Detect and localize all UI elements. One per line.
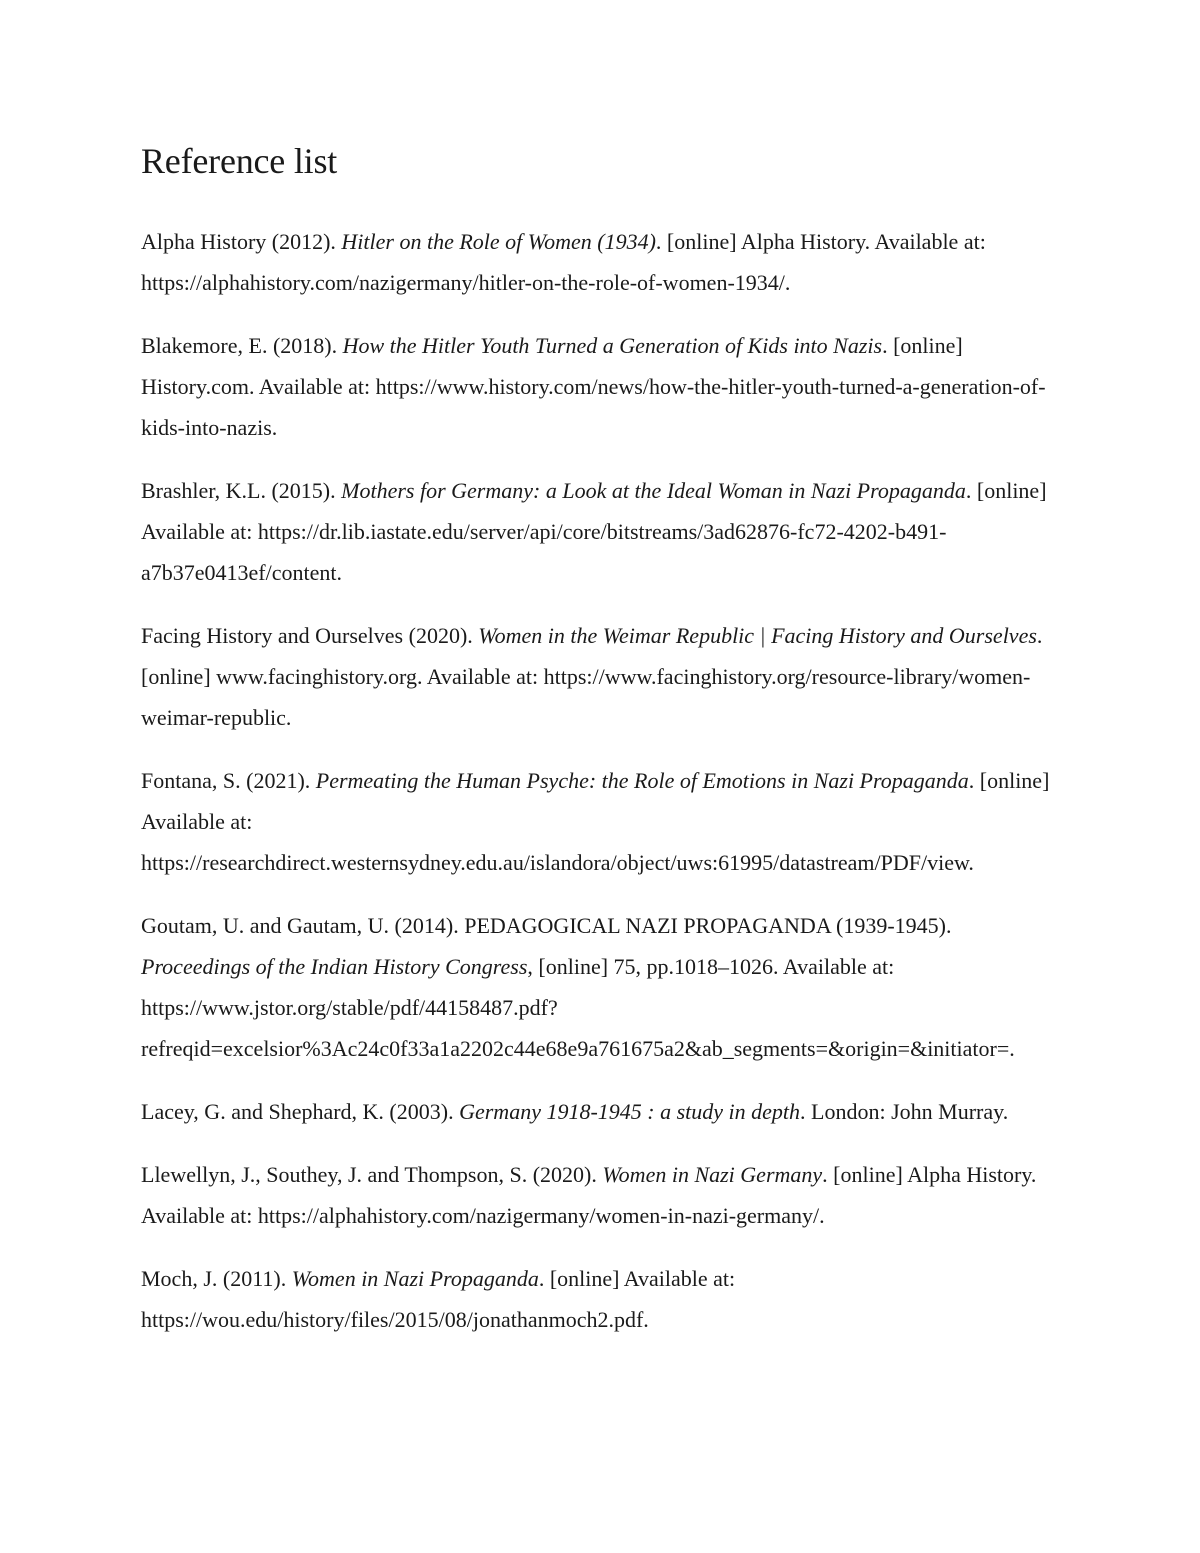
reference-title: Germany 1918-1945 : a study in depth xyxy=(459,1099,801,1124)
reference-source: . [online] Available at: https://wou.edu/history/files/2015/08/jonathanmoch2.pdf. xyxy=(141,1266,736,1332)
reference-author-year: Blakemore, E. (2018). xyxy=(141,333,343,358)
reference-author-year: Facing History and Ourselves (2020). xyxy=(141,623,479,648)
reference-author-year: Goutam, U. and Gautam, U. (2014). PEDAGOGICAL NAZI PROPAGANDA (1939-1945). xyxy=(141,913,952,938)
reference-source: , [online] 75, pp.1018–1026. Available at: https://www.jstor.org/stable/pdf/44158487.pdf?refreqid=excelsior%3Ac24c0f33a1a2202c44e68e9a761675a2&ab_segments=&origin=&initiator=. xyxy=(141,954,1015,1061)
reference-title: How the Hitler Youth Turned a Generation of Kids into Nazis xyxy=(342,333,883,358)
reference-source: . [online] Available at: https://researchdirect.westernsydney.edu.au/islandora/object/uws:61995/datastream/PDF/view. xyxy=(141,768,1050,875)
reference-author-year: Alpha History (2012). xyxy=(141,229,342,254)
page-title: Reference list xyxy=(141,141,338,181)
reference-entry xyxy=(141,221,1051,303)
reference-title: Women in Nazi Propaganda xyxy=(291,1266,539,1291)
reference-author-year: Brashler, K.L. (2015). xyxy=(141,478,342,503)
reference-source: . [online] www.facinghistory.org. Available at: https://www.facinghistory.org/resource-library/women-weimar-republic. xyxy=(141,623,1043,730)
reference-title: Permeating the Human Psyche: the Role of Emotions in Nazi Propaganda xyxy=(315,768,969,793)
reference-title: Mothers for Germany: a Look at the Ideal Woman in Nazi Propaganda xyxy=(341,478,966,503)
reference-source: . London: John Murray. xyxy=(800,1099,1009,1124)
reference-list xyxy=(141,221,1051,1362)
reference-entry xyxy=(141,470,1051,593)
reference-entry xyxy=(141,905,1051,1069)
reference-entry xyxy=(141,1258,1051,1340)
reference-source: . [online] Available at: https://dr.lib.iastate.edu/server/api/core/bitstreams/3ad62876-fc72-4202-b491-a7b37e0413ef/content. xyxy=(141,478,1047,585)
reference-source: . [online] Alpha History. Available at: https://alphahistory.com/nazigermany/women-in-nazi-germany/. xyxy=(141,1162,1037,1228)
reference-title: Hitler on the Role of Women (1934) xyxy=(341,229,656,254)
reference-entry xyxy=(141,325,1051,448)
reference-entry xyxy=(141,1154,1051,1236)
reference-title: Women in Nazi Germany xyxy=(602,1162,823,1187)
reference-author-year: Fontana, S. (2021). xyxy=(141,768,316,793)
reference-author-year: Lacey, G. and Shephard, K. (2003). xyxy=(141,1099,460,1124)
reference-entry xyxy=(141,760,1051,883)
reference-entry xyxy=(141,615,1051,738)
reference-title: Women in the Weimar Republic | Facing History and Ourselves xyxy=(478,623,1037,648)
reference-author-year: Moch, J. (2011). xyxy=(141,1266,292,1291)
reference-title: Proceedings of the Indian History Congress xyxy=(141,954,528,979)
reference-entry xyxy=(141,1091,1051,1132)
reference-source: . [online] History.com. Available at: https://www.history.com/news/how-the-hitler-youth-turned-a-generation-of-kids-into-nazis. xyxy=(141,333,1046,440)
reference-author-year: Llewellyn, J., Southey, J. and Thompson, S. (2020). xyxy=(141,1162,603,1187)
reference-source: . [online] Alpha History. Available at: https://alphahistory.com/nazigermany/hitler-on-the-role-of-women-1934/. xyxy=(141,229,986,295)
